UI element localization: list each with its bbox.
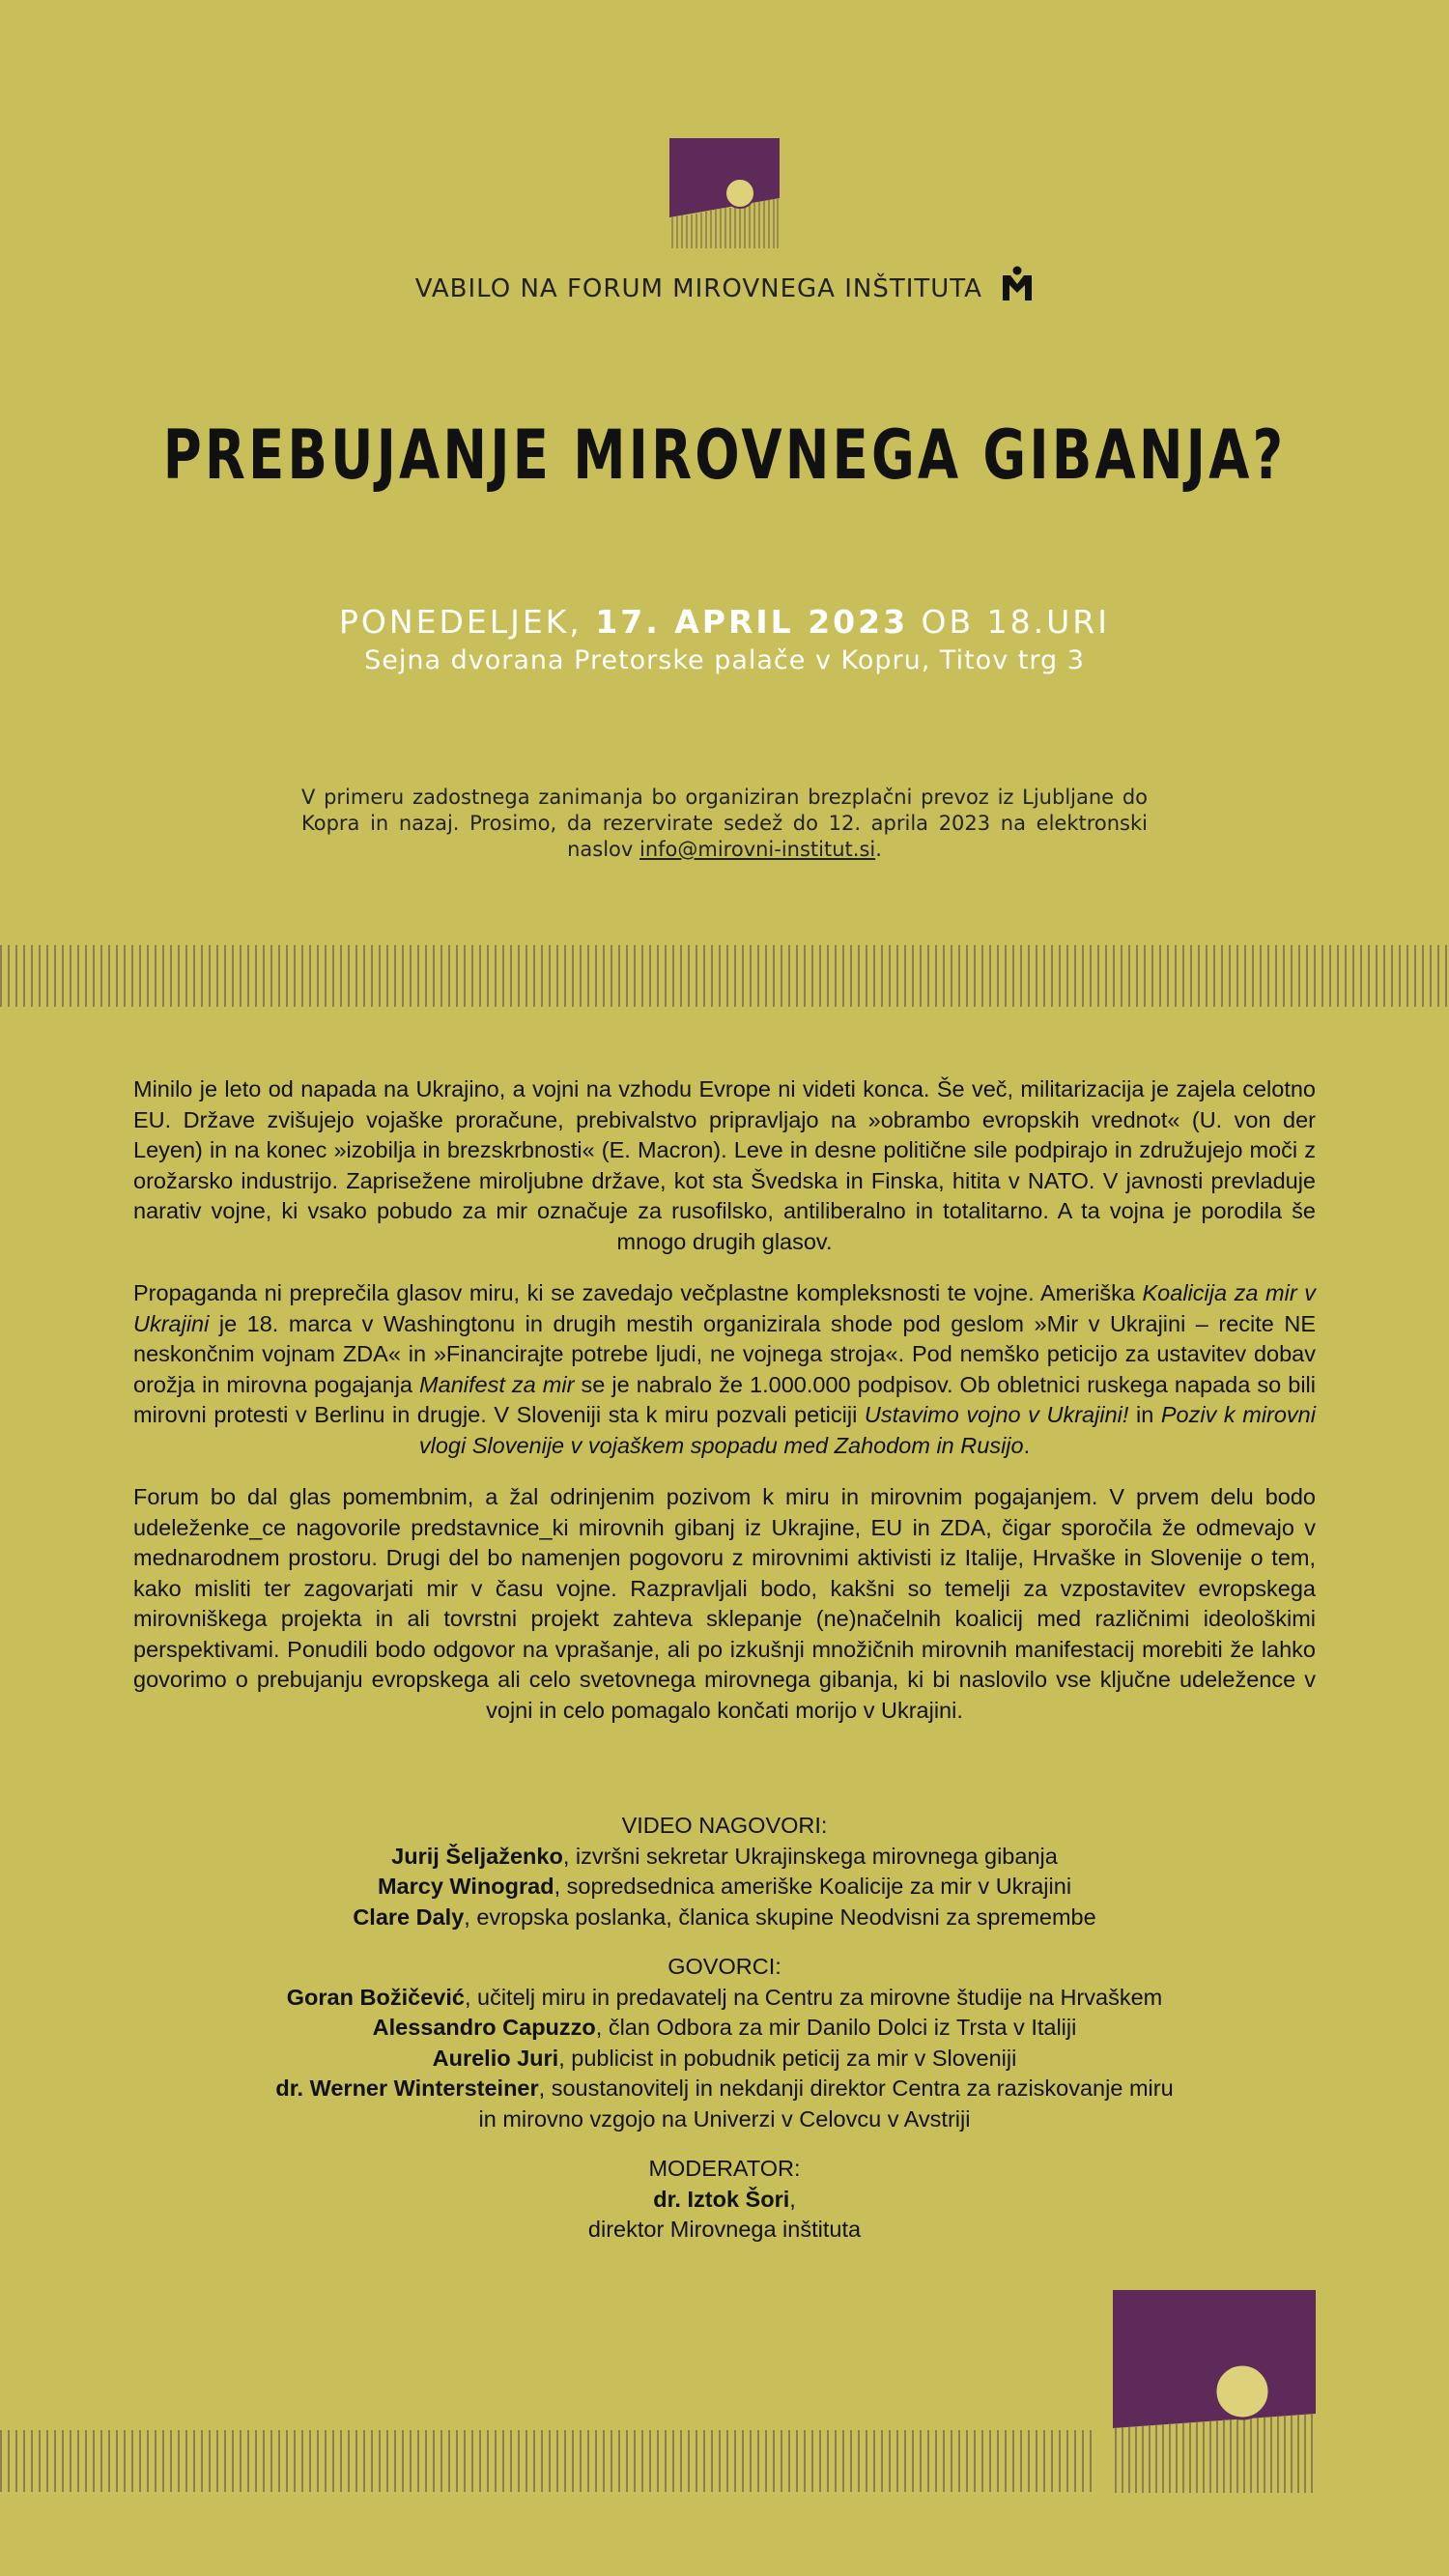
page-title: PREBUJANJE MIROVNEGA GIBANJA?	[162, 415, 1287, 495]
p2-italic-coalition: Koalicija za mir v Ukrajini	[133, 1280, 1316, 1336]
moderator-heading: MODERATOR:	[648, 2156, 801, 2181]
p2-italic-petition-2: Poziv k mirovni vlogi Slovenije v vojaškem spopadu med Zahodom in Rusijo	[418, 1402, 1316, 1458]
event-date	[0, 603, 1449, 641]
event-venue: Sejna dvorana Pretorske palače v Kopru, Titov trg 3	[364, 645, 1085, 675]
p2-text: Propaganda ni preprečila glasov miru, ki se zavedajo večplastne kompleksnosti te vojne. Ameriška	[133, 1280, 1143, 1305]
moderator-name: dr. Iztok Šori,	[653, 2186, 796, 2212]
event-day: PONEDELJEK,	[339, 603, 582, 641]
peace-institute-logo	[669, 138, 780, 248]
p2-italic-manifest: Manifest za mir	[419, 1371, 575, 1397]
event-time: OB 18.URI	[921, 603, 1110, 641]
peace-institute-logo-bottom	[1113, 2290, 1316, 2493]
transport-notice	[301, 785, 1148, 863]
moderator-role: direktor Mirovnega inštituta	[587, 2217, 862, 2242]
p2-text: je 18. marca v Washingtonu in drugih mestih organizirala shode pod geslom »Mir v Ukrajini – recite NE neskončnim vojnam ZDA« in »Financirajte potrebe ljudi, ne vojnega stroja«. Pod nemško peticijo za ustavitev dobav orožja in mirovna pogajanja	[133, 1310, 1316, 1397]
moderator-group	[0, 2154, 1449, 2246]
p2-text: in	[1128, 1402, 1161, 1427]
paragraph-2	[133, 1278, 1316, 1461]
credits	[0, 1811, 1449, 2265]
video-person: Marcy Winograd, sopredsednica ameriške Koalicije za mir v Ukrajini	[377, 1874, 1072, 1899]
event-date-value: 17. APRIL 2023	[595, 603, 909, 641]
notice-end: .	[875, 838, 882, 861]
speakers-group	[0, 1952, 1449, 2134]
mi-monogram-icon	[1001, 266, 1034, 307]
video-person: Clare Daly, evropska poslanka, članica skupine Neodvisni za spremembe	[353, 1903, 1096, 1930]
speaker-person: Goran Božičević, učitelj miru in predavatelj na Centru za mirovne študije na Hrvaškem	[286, 1984, 1163, 2010]
p2-italic-petition-1: Ustavimo vojno v Ukrajini!	[864, 1402, 1129, 1427]
p2-text: .	[1023, 1432, 1031, 1458]
paragraph-3: Forum bo dal glas pomembnim, a žal odrinjenim pozivom k miru in mirovnim pogajanjem. V prvem delu bodo udeleženke_ce nagovorile predstavnice_ki mirovnih gibanj iz Ukrajine, EU in ZDA, čigar sporočila že odmevajo v mednarodnem prostoru. Drugi del bo namenjen pogovoru z mirovnimi aktivisti iz Italije, Hrvaške in Slovenije o tem, kako misliti ter zagovarjati mir v času vojne. Razpravljali bodo, kakšni so temelji za vzpostavitev evropskega mirovniškega projekta in ali tovrstni projekt zahteva sklepanje (ne)načelnih koalicij med različnimi ideološkimi perspektivami. Ponudili bodo odgovor na vprašanje, ali po izkušnji množičnih mirovnih manifestacij morebiti že lahko govorimo o prebujanju evropskega ali celo svetovnega mirovnega gibanja, ki bi naslovilo vse ključne udeležence v vojni in celo pomagalo končati morijo v Ukrajini.	[133, 1484, 1316, 1723]
speaker-person: Alessandro Capuzzo, član Odbora za mir Danilo Dolci iz Trsta v Italiji	[372, 2015, 1077, 2040]
speaker-person: dr. Werner Wintersteiner, soustanovitelj in nekdanji direktor Centra za raziskovanje miru	[275, 2075, 1174, 2101]
divider-stripes	[0, 945, 1449, 1007]
speaker-extra-line: in mirovno vzgojo na Univerzi v Celovcu v Avstriji	[478, 2105, 971, 2132]
speakers-heading: GOVORCI:	[668, 1954, 781, 1979]
speaker-person: Aurelio Juri, publicist in pobudnik peticij za mir v Sloveniji	[432, 2045, 1017, 2071]
notice-text: V primeru zadostnega zanimanja bo organiziran brezplačni prevoz iz Ljubljane do Kopra in nazaj. Prosimo, da rezervirate sedež do 12. aprila 2023 na elektronski naslov	[301, 786, 1148, 861]
paragraph-1: Minilo je leto od napada na Ukrajino, a vojni na vzhodu Evrope ni videti konca. Še več, militarizacija je zajela celotno EU. Države zvišujejo vojaške proračune, prebivalstvo pripravljajo na »obrambo evropskih vrednot« (U. von der Leyen) in na konec »izobilja in brezskrbnosti« (E. Macron). Leve in desne politične sile podpirajo in združujejo moči z orožarsko industrijo. Zaprisežene miroljubne države, kot sta Švedska in Finska, hitita v NATO. V javnosti prevladuje narativ vojne, ki vsako pobudo za mir označuje za rusofilsko, antiliberalno in totalitarno. A ta vojna je porodila še mnogo drugih glasov.	[133, 1076, 1316, 1254]
video-person: Jurij Šeljaženko, izvršni sekretar Ukrajinskega mirovnega gibanja	[391, 1843, 1058, 1869]
video-group	[0, 1811, 1449, 1932]
body-text	[133, 1074, 1316, 1747]
invitation-text: VABILO NA FORUM MIROVNEGA INŠTITUTA	[414, 274, 982, 303]
video-heading: VIDEO NAGOVORI:	[621, 1813, 828, 1838]
bottom-divider-stripes	[0, 2430, 1096, 2492]
email-link[interactable]: info@mirovni-institut.si	[639, 838, 876, 861]
invitation-header	[0, 266, 1449, 307]
p2-text: se je nabralo že 1.000.000 podpisov. Ob obletnici ruskega napada so bili mirovni protesti v Berlinu in drugje. V Sloveniji sta k miru pozvali peticiji	[133, 1371, 1316, 1427]
